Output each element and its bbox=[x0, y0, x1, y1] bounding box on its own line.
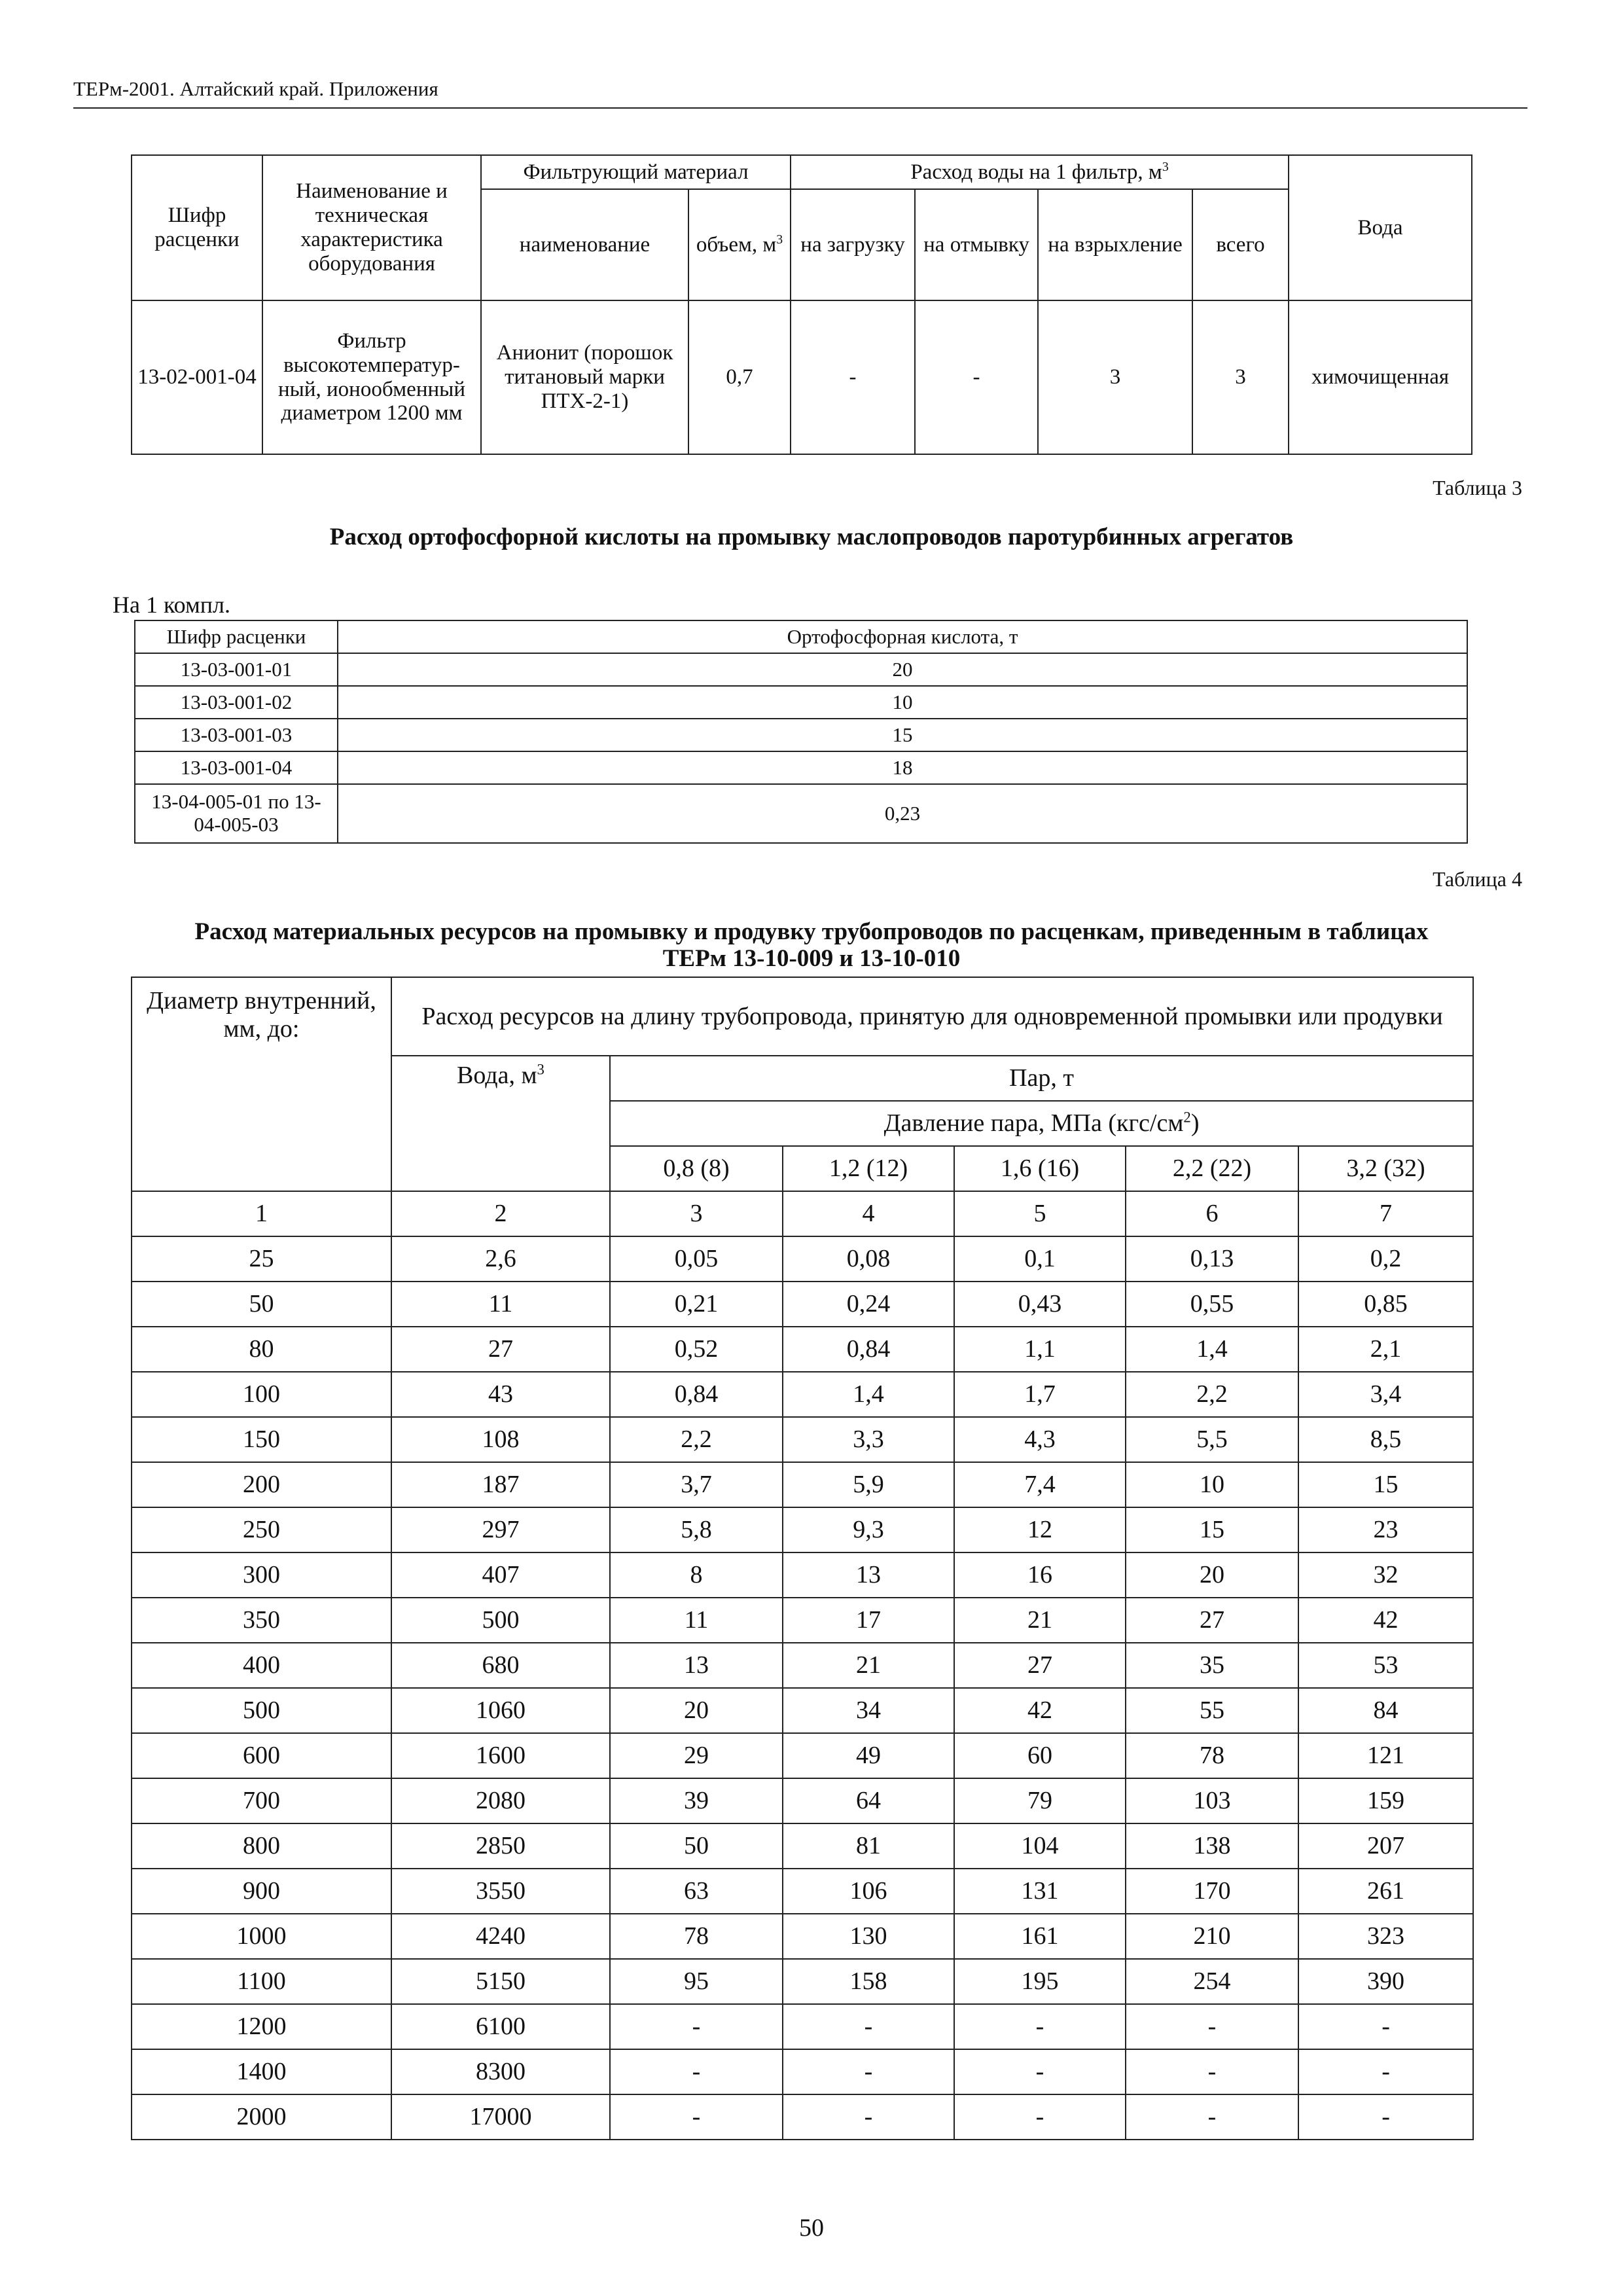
cell-value: 35 bbox=[1126, 1643, 1298, 1688]
cell-value: 11 bbox=[391, 1282, 610, 1327]
cell-value: 5,5 bbox=[1126, 1417, 1298, 1462]
col-volume-header: объем, $м^3$ bbox=[688, 189, 791, 300]
table-row bbox=[132, 1282, 1473, 1327]
table-row bbox=[132, 1959, 1473, 2004]
cell-material: Анионит (порошок титановый марки ПТХ-2-1) bbox=[481, 300, 688, 454]
cell-value: 17000 bbox=[391, 2094, 610, 2140]
cell-diameter: 1100 bbox=[132, 1959, 391, 2004]
cell-value: - bbox=[1126, 2004, 1298, 2049]
table-row bbox=[135, 719, 1467, 751]
cell-value: 84 bbox=[1298, 1688, 1473, 1733]
page-number: 50 bbox=[799, 2214, 824, 2242]
cell-diameter: 100 bbox=[132, 1372, 391, 1417]
table-row bbox=[132, 1598, 1473, 1643]
cell-value: 103 bbox=[1126, 1778, 1298, 1823]
cell-diameter: 50 bbox=[132, 1282, 391, 1327]
column-number: 3 bbox=[610, 1191, 783, 1236]
table-row bbox=[135, 784, 1467, 843]
cell-value: 121 bbox=[1298, 1733, 1473, 1778]
pressure-header: 1,6 (16) bbox=[954, 1146, 1126, 1191]
column-number: 2 bbox=[391, 1191, 610, 1236]
cell-value: 64 bbox=[783, 1778, 954, 1823]
cell-value: 1060 bbox=[391, 1688, 610, 1733]
pressure-header: 3,2 (32) bbox=[1298, 1146, 1473, 1191]
table-row bbox=[135, 653, 1467, 686]
cell-value: 2,2 bbox=[1126, 1372, 1298, 1417]
cell-value: 34 bbox=[783, 1688, 954, 1733]
cell-value: 1,7 bbox=[954, 1372, 1126, 1417]
col-acid-header: Ортофосфорная кислота, т bbox=[338, 620, 1467, 653]
cell-value: 1,4 bbox=[783, 1372, 954, 1417]
cell-value: - bbox=[954, 2004, 1126, 2049]
cell-diameter: 1400 bbox=[132, 2049, 391, 2094]
cell-value: 27 bbox=[391, 1327, 610, 1372]
cell-value: 3,3 bbox=[783, 1417, 954, 1462]
table-row bbox=[135, 686, 1467, 719]
pressure-header: 1,2 (12) bbox=[783, 1146, 954, 1191]
cell-value: 0,1 bbox=[954, 1236, 1126, 1282]
cell-value: 32 bbox=[1298, 1552, 1473, 1598]
cell-value: 0,52 bbox=[610, 1327, 783, 1372]
cell-value: 0,2 bbox=[1298, 1236, 1473, 1282]
cell-value: 15 bbox=[1298, 1462, 1473, 1507]
cell-value: 207 bbox=[1298, 1823, 1473, 1869]
cell-value: 106 bbox=[783, 1869, 954, 1914]
table-row bbox=[132, 2004, 1473, 2049]
cell-value: 49 bbox=[783, 1733, 954, 1778]
col-total-header: всего bbox=[1192, 189, 1289, 300]
cell-value: 13 bbox=[610, 1643, 783, 1688]
cell-volume: 0,7 bbox=[688, 300, 791, 454]
cell-total: 3 bbox=[1192, 300, 1289, 454]
cell-diameter: 150 bbox=[132, 1417, 391, 1462]
cell-value: 254 bbox=[1126, 1959, 1298, 2004]
table3-unit: На 1 компл. bbox=[113, 592, 230, 618]
cell-value: 0,24 bbox=[783, 1282, 954, 1327]
cell-value: 390 bbox=[1298, 1959, 1473, 2004]
cell-value: 158 bbox=[783, 1959, 954, 2004]
cell-value: 78 bbox=[610, 1914, 783, 1959]
cell-value: 0,08 bbox=[783, 1236, 954, 1282]
cell-value: 4240 bbox=[391, 1914, 610, 1959]
cell-value: 23 bbox=[1298, 1507, 1473, 1552]
cell-diameter: 200 bbox=[132, 1462, 391, 1507]
table-row bbox=[132, 2049, 1473, 2094]
column-number: 5 bbox=[954, 1191, 1126, 1236]
cell-value: - bbox=[954, 2094, 1126, 2140]
cell-diameter: 250 bbox=[132, 1507, 391, 1552]
cell-value: 27 bbox=[954, 1643, 1126, 1688]
col-material-name-header: наименование bbox=[481, 189, 688, 300]
cell-value: 10 bbox=[338, 686, 1467, 719]
cell-value: 55 bbox=[1126, 1688, 1298, 1733]
cell-code: 13-03-001-02 bbox=[135, 686, 338, 719]
column-number: 6 bbox=[1126, 1191, 1298, 1236]
table4-title bbox=[0, 918, 1623, 973]
cell-value: 17 bbox=[783, 1598, 954, 1643]
col-diameter-header: Диаметр внутренний, мм, до: bbox=[132, 977, 391, 1191]
cell-value: 7,4 bbox=[954, 1462, 1126, 1507]
col-wash-header: на отмывку bbox=[915, 189, 1038, 300]
pressure-header: 0,8 (8) bbox=[610, 1146, 783, 1191]
cell-value: 15 bbox=[338, 719, 1467, 751]
table-row bbox=[132, 1869, 1473, 1914]
cell-code: 13-03-001-01 bbox=[135, 653, 338, 686]
cell-value: - bbox=[783, 2094, 954, 2140]
table-row bbox=[132, 1552, 1473, 1598]
cell-value: 81 bbox=[783, 1823, 954, 1869]
cell-value: 108 bbox=[391, 1417, 610, 1462]
col-steam-header: Пар, т bbox=[610, 1056, 1473, 1101]
resources-table bbox=[131, 977, 1474, 2140]
column-number: 7 bbox=[1298, 1191, 1473, 1236]
cell-diameter: 300 bbox=[132, 1552, 391, 1598]
cell-value: 8 bbox=[610, 1552, 783, 1598]
cell-value: 138 bbox=[1126, 1823, 1298, 1869]
table3-caption: Таблица 3 bbox=[1433, 476, 1522, 499]
col-code-header: Шифр расценки bbox=[132, 155, 262, 300]
steam-pressure-header: Давление пара, МПа $(кгс/см^2)$ bbox=[610, 1101, 1473, 1146]
cell-value: 12 bbox=[954, 1507, 1126, 1552]
cell-diameter: 700 bbox=[132, 1778, 391, 1823]
cell-wash: - bbox=[915, 300, 1038, 454]
cell-value: 0,84 bbox=[610, 1372, 783, 1417]
cell-code: 13-02-001-04 bbox=[132, 300, 262, 454]
cell-value: 0,43 bbox=[954, 1282, 1126, 1327]
cell-value: 0,55 bbox=[1126, 1282, 1298, 1327]
cell-value: 78 bbox=[1126, 1733, 1298, 1778]
cell-code: 13-03-001-03 bbox=[135, 719, 338, 751]
cell-value: 10 bbox=[1126, 1462, 1298, 1507]
table-row bbox=[132, 2094, 1473, 2140]
cell-value: 8,5 bbox=[1298, 1417, 1473, 1462]
cell-value: 16 bbox=[954, 1552, 1126, 1598]
acid-table bbox=[134, 620, 1468, 844]
cell-value: 20 bbox=[1126, 1552, 1298, 1598]
running-header: ТЕРм-2001. Алтайский край. Приложения bbox=[73, 77, 438, 100]
col-load-header: на загрузку bbox=[791, 189, 915, 300]
cell-value: 187 bbox=[391, 1462, 610, 1507]
cell-value: 8300 bbox=[391, 2049, 610, 2094]
cell-diameter: 500 bbox=[132, 1688, 391, 1733]
cell-diameter: 600 bbox=[132, 1733, 391, 1778]
cell-value: 3,7 bbox=[610, 1462, 783, 1507]
cell-value: 159 bbox=[1298, 1778, 1473, 1823]
col-name-header: Наименование и техническая характеристика оборудования bbox=[262, 155, 481, 300]
cell-diameter: 800 bbox=[132, 1823, 391, 1869]
cell-value: 3550 bbox=[391, 1869, 610, 1914]
cell-value: 53 bbox=[1298, 1643, 1473, 1688]
cell-value: 18 bbox=[338, 751, 1467, 784]
cell-value: 29 bbox=[610, 1733, 783, 1778]
cell-value: - bbox=[1298, 2049, 1473, 2094]
cell-value: - bbox=[610, 2094, 783, 2140]
cell-value: - bbox=[610, 2004, 783, 2049]
cell-value: 95 bbox=[610, 1959, 783, 2004]
cell-value: 261 bbox=[1298, 1869, 1473, 1914]
group-resources-header: Расход ресурсов на длину трубопровода, принятую для одновременной промывки или продувки bbox=[391, 977, 1473, 1056]
cell-value: 79 bbox=[954, 1778, 1126, 1823]
table-row bbox=[132, 1327, 1473, 1372]
cell-value: 680 bbox=[391, 1643, 610, 1688]
cell-value: - bbox=[1298, 2094, 1473, 2140]
cell-value: 407 bbox=[391, 1552, 610, 1598]
cell-load: - bbox=[791, 300, 915, 454]
cell-value: 170 bbox=[1126, 1869, 1298, 1914]
cell-value: 63 bbox=[610, 1869, 783, 1914]
cell-value: 60 bbox=[954, 1733, 1126, 1778]
column-number: 4 bbox=[783, 1191, 954, 1236]
cell-value: 39 bbox=[610, 1778, 783, 1823]
table-row bbox=[132, 1507, 1473, 1552]
cell-value: 131 bbox=[954, 1869, 1126, 1914]
cell-value: 130 bbox=[783, 1914, 954, 1959]
cell-value: 195 bbox=[954, 1959, 1126, 2004]
cell-value: 5,8 bbox=[610, 1507, 783, 1552]
cell-value: - bbox=[1298, 2004, 1473, 2049]
cell-diameter: 1200 bbox=[132, 2004, 391, 2049]
cell-name: Фильтр высокотемператур-ный, ионообменный диаметром 1200 мм bbox=[262, 300, 481, 454]
cell-value: 210 bbox=[1126, 1914, 1298, 1959]
col-water-header: Вода, $м^3$ bbox=[391, 1056, 610, 1191]
cell-value: 50 bbox=[610, 1823, 783, 1869]
cell-value: 2,2 bbox=[610, 1417, 783, 1462]
cell-value: 3,4 bbox=[1298, 1372, 1473, 1417]
cell-water: химочищенная bbox=[1289, 300, 1472, 454]
cell-value: 0,23 bbox=[338, 784, 1467, 843]
col-code-header: Шифр расценки bbox=[135, 620, 338, 653]
cell-value: 6100 bbox=[391, 2004, 610, 2049]
table-row bbox=[132, 1236, 1473, 1282]
cell-value: 0,85 bbox=[1298, 1282, 1473, 1327]
table-row bbox=[132, 1462, 1473, 1507]
cell-value: 9,3 bbox=[783, 1507, 954, 1552]
cell-value: 5150 bbox=[391, 1959, 610, 2004]
cell-value: 0,84 bbox=[783, 1327, 954, 1372]
table-row bbox=[132, 1733, 1473, 1778]
cell-diameter: 900 bbox=[132, 1869, 391, 1914]
cell-value: 1,1 bbox=[954, 1327, 1126, 1372]
cell-value: - bbox=[1126, 2094, 1298, 2140]
table-row bbox=[132, 1778, 1473, 1823]
cell-value: 21 bbox=[783, 1643, 954, 1688]
cell-value: 42 bbox=[954, 1688, 1126, 1733]
table-row bbox=[132, 300, 1472, 454]
col-water-header: Вода bbox=[1289, 155, 1472, 300]
cell-value: 500 bbox=[391, 1598, 610, 1643]
cell-diameter: 2000 bbox=[132, 2094, 391, 2140]
cell-value: 161 bbox=[954, 1914, 1126, 1959]
table-row bbox=[132, 1417, 1473, 1462]
cell-code: 13-03-001-04 bbox=[135, 751, 338, 784]
cell-value: - bbox=[783, 2049, 954, 2094]
cell-code: 13-04-005-01 по 13-04-005-03 bbox=[135, 784, 338, 843]
cell-value: 4,3 bbox=[954, 1417, 1126, 1462]
group-water-header: Расход воды на 1 фильтр, $м^3$ bbox=[791, 155, 1289, 189]
cell-value: 0,21 bbox=[610, 1282, 783, 1327]
group-filter-material-header: Фильтрующий материал bbox=[481, 155, 791, 189]
cell-value: 13 bbox=[783, 1552, 954, 1598]
cell-value: 1600 bbox=[391, 1733, 610, 1778]
cell-value: 323 bbox=[1298, 1914, 1473, 1959]
cell-diameter: 80 bbox=[132, 1327, 391, 1372]
cell-loosen: 3 bbox=[1038, 300, 1192, 454]
cell-value: 2,1 bbox=[1298, 1327, 1473, 1372]
table-row bbox=[132, 1643, 1473, 1688]
cell-value: - bbox=[954, 2049, 1126, 2094]
cell-diameter: 25 bbox=[132, 1236, 391, 1282]
filter-table bbox=[131, 154, 1472, 455]
table4-caption: Таблица 4 bbox=[1433, 867, 1522, 891]
cell-value: 5,9 bbox=[783, 1462, 954, 1507]
cell-value: - bbox=[1126, 2049, 1298, 2094]
table-row bbox=[132, 1914, 1473, 1959]
cell-value: 43 bbox=[391, 1372, 610, 1417]
cell-value: 20 bbox=[338, 653, 1467, 686]
cell-value: 21 bbox=[954, 1598, 1126, 1643]
cell-value: 42 bbox=[1298, 1598, 1473, 1643]
table-row bbox=[132, 1823, 1473, 1869]
cell-value: 0,13 bbox=[1126, 1236, 1298, 1282]
cell-value: 1,4 bbox=[1126, 1327, 1298, 1372]
header-rule bbox=[73, 107, 1527, 109]
column-number-row bbox=[132, 1191, 1473, 1236]
cell-value: 2080 bbox=[391, 1778, 610, 1823]
cell-value: 297 bbox=[391, 1507, 610, 1552]
table-row bbox=[135, 751, 1467, 784]
table-row bbox=[132, 1688, 1473, 1733]
cell-diameter: 1000 bbox=[132, 1914, 391, 1959]
cell-value: 20 bbox=[610, 1688, 783, 1733]
column-number: 1 bbox=[132, 1191, 391, 1236]
cell-value: 27 bbox=[1126, 1598, 1298, 1643]
cell-value: - bbox=[783, 2004, 954, 2049]
cell-diameter: 400 bbox=[132, 1643, 391, 1688]
table3-title: Расход ортофосфорной кислоты на промывку маслопроводов паротурбинных агрегатов bbox=[329, 524, 1294, 550]
cell-value: 11 bbox=[610, 1598, 783, 1643]
cell-value: 104 bbox=[954, 1823, 1126, 1869]
pressure-header: 2,2 (22) bbox=[1126, 1146, 1298, 1191]
cell-value: 0,05 bbox=[610, 1236, 783, 1282]
table4-title-line1: Расход материальных ресурсов на промывку и продувку трубопроводов по расценкам, приведенным в таблицах bbox=[194, 918, 1429, 945]
cell-value: 15 bbox=[1126, 1507, 1298, 1552]
cell-value: 2,6 bbox=[391, 1236, 610, 1282]
table-row bbox=[132, 1372, 1473, 1417]
cell-value: - bbox=[610, 2049, 783, 2094]
cell-value: 2850 bbox=[391, 1823, 610, 1869]
table4-title-line2: ТЕРм 13-10-009 и 13-10-010 bbox=[662, 945, 961, 973]
cell-diameter: 350 bbox=[132, 1598, 391, 1643]
col-loosen-header: на взрыхление bbox=[1038, 189, 1192, 300]
